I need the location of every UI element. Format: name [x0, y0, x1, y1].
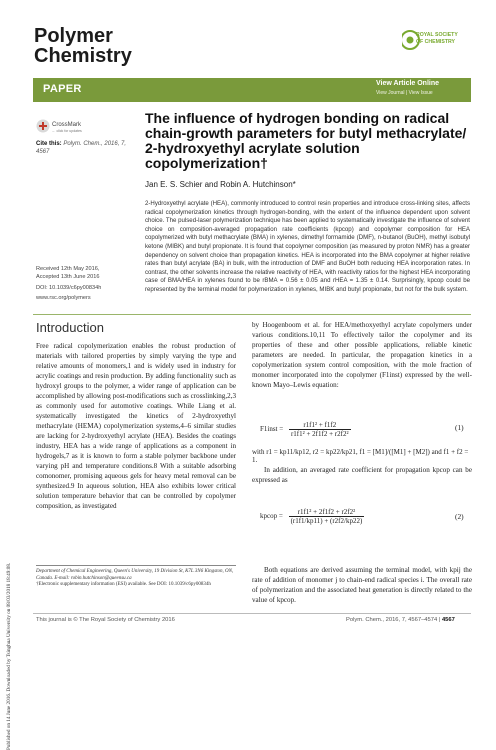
- authors: Jan E. S. Schier and Robin A. Hutchinson*: [145, 180, 296, 189]
- rsc-logo-text: ROYAL SOCIETY OF CHEMISTRY: [416, 32, 458, 45]
- footer-copyright: This journal is © The Royal Society of Chemistry 2016: [36, 617, 175, 623]
- footer-divider: [33, 613, 471, 614]
- introduction-column-2: [252, 320, 472, 390]
- footer-citation: Polym. Chem., 2016, 7, 4567–4574 | 4567: [346, 617, 455, 623]
- col2-paragraph-3: Both equations are derived assuming the terminal model, with kpij the rate of addition of monomer j to chain-end radical species i. The overall rate of polymerization and the associated heat generation is directly related to the value of kpcop.: [252, 566, 472, 604]
- equation-1-number: (1): [455, 423, 464, 432]
- col2-paragraph-1: by Hoogenboom et al. for HEA/methoxyethyl acrylate copolymers under various conditions.10,11 To effectively tailor the copolymer and its properties of these and other possible applications, reliable kinetic parameters are needed. In particular, the propagation kinetics in a copolymerization system control composition, with the mole fraction of monomer incorporated into the copolymer (F1inst) expressed by the well-known Mayo–Lewis equation:: [252, 321, 472, 389]
- download-sidebar: Published on 14 June 2016. Downloaded by Tsinghua University on 08/03/2018 18:49:08.: [6, 562, 12, 750]
- equation-2: kpcop = $\frac{\text{r1f1² + 2f1f2 + r2f2²}}{(r1f1/kp11) + (r2f2/kp22)}$: [260, 508, 363, 525]
- introduction-paragraph-1: Free radical copolymerization enables the robust production of materials with tailored properties by simply varying the type and relative amounts of monomers,1 and is widely used in industry for acrylic coatings and resin production. By adding functionality such as hydroxyl groups to the polymer, a wider range of application can be accomplished by allowing post-modifications such as crosslinking,2,3 as commonly used for automotive coatings. While Liang et al. systematically investigated the kinetics of 2-hydroxyethyl methacrylate (HEMA) copolymerization systems,4–6 similar studies are lacking for 2-hydroxyethyl acrylate (HEA). Besides the coatings industry, HEA has a wide range of applications as a component in hydrogels,7 as it is known to form a stable polymer backbone under varying pH and temperature conditions.8 With a suitable adsorbing comonomer, promising aqueous gels for heavy metal removal can be synthesized.9 In aqueous solution, HEA also exhibits lower critical solution temperature behavior that can be controlled by copolymer composition, as investigated: [36, 342, 236, 510]
- equation-1: F1inst = $\frac{\text{r1f1² + f1f2}}{\text{r1f1² + 2f1f2 + r2f2²}}$: [260, 421, 349, 438]
- view-journal-issue-links[interactable]: View Journal | View Issue: [376, 90, 433, 96]
- doi: DOI: 10.1039/c6py00834h: [36, 285, 102, 292]
- affiliation-footnote: Department of Chemical Engineering, Queen's University, 19 Division St, K7L 3N6 Kingston, ON, Canada. E-mail: robin.hutchinson@queensu.ca: [36, 569, 234, 581]
- paper-title: The influence of hydrogen bonding on radical chain-growth parameters for butyl methacrylate/ 2-hydroxyethyl acrylate solution copolymerization†: [145, 110, 467, 171]
- esi-footnote: †Electronic supplementary information (ESI) available. See DOI: 10.1039/c6py00834h: [36, 582, 211, 588]
- page-number: 4567: [441, 617, 455, 623]
- section-label: PAPER: [43, 83, 82, 95]
- abstract: 2-Hydroxyethyl acrylate (HEA), commonly introduced to control resin properties and introduce cross-linking sites, affects radical copolymerization kinetics through hydrogen-bonding, with the extent of the influence dependent upon solvent choice. The pulsed-laser polymerization technique has been applied to systematically investigate the influence of solvent choice on composition-averaged propagation rate coefficients (kpcop) and copolymer composition for HEA copolymerized with butyl methacrylate (BMA) in xylenes, dimethyl formamide (DMF), n-butanol (BuOH), methyl isobutyl ketone (MIBK) and butyl propionate. It is found that copolymer composition (as measured by proton NMR) has a greater dependency on solvent choice than propagation kinetics. HEA is incorporated into the BMA copolymer at higher relative rates than butyl acrylate (BA) in bulk, with the introduction of DMF and BuOH both reducing HEA incorporation rates. In contrast, the other solvents increase the relative reactivity of HEA, with reactivity ratios for the highest HEA incorporating case of BMA/HEA in xylenes found to be rBMA = 0.56 ± 0.05 and rHEA = 1.35 ± 0.14. Surprisingly, kpcop could be represented by the terminal model for polymerization in xylenes, MIBK and butyl propionate, but not for the bulk system.: [145, 200, 470, 293]
- journal-title: Polymer Chemistry: [34, 25, 132, 67]
- footnotes: [36, 569, 236, 589]
- equation-2-number: (2): [455, 512, 464, 521]
- crossmark-badge[interactable]: [36, 117, 94, 135]
- journal-url[interactable]: www.rsc.org/polymers: [36, 295, 91, 301]
- section-divider: [33, 314, 471, 315]
- equation-1-definitions: with r1 = kp11/kp12, r2 = kp22/kp21, f1 = [M1]/([M1] + [M2]) and f1 + f2 = 1.: [252, 448, 469, 464]
- crossmark-sublabel: ← click for updates: [52, 129, 82, 133]
- col2-paragraph-2: In addition, an averaged rate coefficient for propagation kpcop can be expressed as: [252, 466, 472, 484]
- view-article-online-link[interactable]: View Article Online: [376, 80, 440, 87]
- cite-this: Cite this: Polym. Chem., 2016, 7, 4567: [36, 141, 127, 155]
- crossmark-label: CrossMark: [52, 122, 82, 128]
- received-dates: Received 12th May 2016, Accepted 13th June 2016 DOI: 10.1039/c6py00834h: [36, 266, 136, 293]
- footnote-divider: [36, 565, 236, 566]
- introduction-heading: Introduction: [36, 320, 104, 335]
